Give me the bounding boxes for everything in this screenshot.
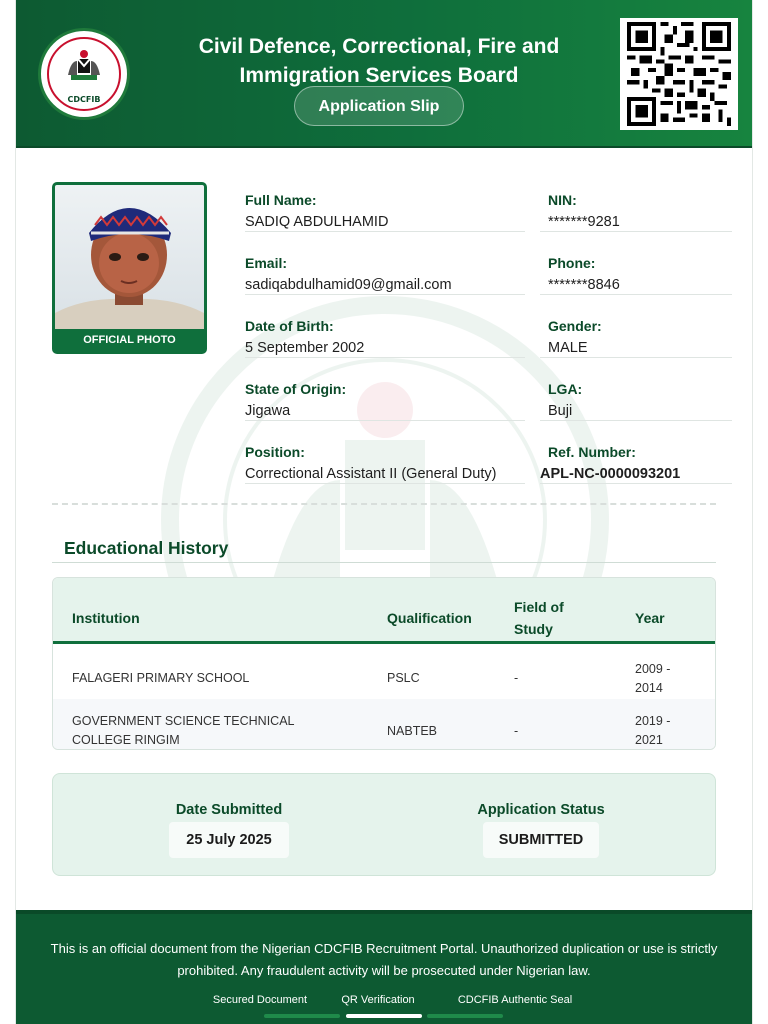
board-title <box>166 32 592 90</box>
phone-value: *******8846 <box>548 277 620 293</box>
authentic-seal-badge: CDCFIB Authentic Seal <box>457 994 573 1006</box>
board-title-line1: Civil Defence, Correctional, Fire and <box>198 35 560 58</box>
field-nin <box>540 182 732 232</box>
col-field-line1: Field of <box>514 599 564 615</box>
gender-label: Gender: <box>548 318 602 334</box>
field-email <box>245 245 525 295</box>
section-underline <box>52 562 716 563</box>
state-label: State of Origin: <box>245 381 347 397</box>
row2-field: - <box>514 724 519 738</box>
secured-document-badge: Secured Document <box>212 994 308 1006</box>
field-dob <box>245 308 525 358</box>
row1-year-start: 2009 - <box>635 662 671 676</box>
row2-institution-line2: COLLEGE RINGIM <box>72 733 180 747</box>
field-state-of-origin <box>245 371 525 421</box>
table-header <box>53 578 715 644</box>
dob-value: 5 September 2002 <box>245 340 365 356</box>
date-submitted-label: Date Submitted <box>175 802 283 818</box>
lga-label: LGA: <box>548 381 583 397</box>
position-value: Correctional Assistant II (General Duty) <box>245 466 497 482</box>
field-ref-number <box>540 434 732 484</box>
email-label: Email: <box>245 255 288 271</box>
nin-label: NIN: <box>548 192 577 208</box>
nin-value: *******9281 <box>548 214 620 230</box>
row1-qualification: PSLC <box>387 671 420 685</box>
dob-label: Date of Birth: <box>245 318 334 334</box>
date-submitted-value: 25 July 2025 <box>169 822 289 858</box>
footer-notice-line2: prohibited. Any fraudulent activity will be prosecuted under Nigerian law. <box>177 963 591 978</box>
field-lga <box>540 371 732 421</box>
field-full-name <box>245 182 525 232</box>
row2-institution-line1: GOVERNMENT SCIENCE TECHNICAL <box>72 714 295 728</box>
row2-year-start: 2019 - <box>635 714 671 728</box>
application-status-badge: SUBMITTED <box>483 822 599 858</box>
lga-value: Buji <box>548 403 573 419</box>
col-year: Year <box>635 610 665 626</box>
educational-history-title: Educational History <box>64 538 229 558</box>
row1-year-end: 2014 <box>635 681 663 695</box>
header-banner <box>16 0 752 148</box>
ref-label: Ref. Number: <box>548 444 636 460</box>
state-value: Jigawa <box>245 403 291 419</box>
board-title-line2: Immigration Services Board <box>239 64 519 87</box>
phone-label: Phone: <box>548 255 596 271</box>
cdcfib-logo <box>38 28 130 120</box>
applicant-portrait <box>55 185 204 329</box>
dashed-divider <box>52 503 716 505</box>
row2-year-end: 2021 <box>635 733 663 747</box>
footer-bar-right <box>427 1014 503 1018</box>
full-name-value: SADIQ ABDULHAMID <box>245 214 389 230</box>
field-phone <box>540 245 732 295</box>
application-status-label: Application Status <box>477 802 605 818</box>
coat-of-arms-icon <box>65 49 103 83</box>
row1-year <box>635 660 670 698</box>
application-slip-badge: Application Slip <box>294 86 464 126</box>
qr-code[interactable] <box>620 18 738 130</box>
footer-notice-line1: This is an official document from the Nigerian CDCFIB Recruitment Portal. Unauthorized duplication or use is strictly <box>50 941 718 956</box>
footer <box>16 910 752 1024</box>
full-name-label: Full Name: <box>245 192 317 208</box>
footer-bar-left <box>264 1014 340 1018</box>
footer-notice <box>32 938 736 982</box>
row2-qualification: NABTEB <box>387 724 438 738</box>
qr-verification-badge: QR Verification <box>341 994 415 1006</box>
ref-value: APL-NC-0000093201 <box>540 466 681 482</box>
position-label: Position: <box>245 444 305 460</box>
gender-value: MALE <box>548 340 588 356</box>
col-qualification: Qualification <box>387 610 472 626</box>
photo-caption: OFFICIAL PHOTO <box>83 334 176 346</box>
email-value: sadiqabdulhamid09@gmail.com <box>245 277 452 293</box>
official-photo <box>52 182 207 354</box>
field-gender <box>540 308 732 358</box>
col-field-line2: Study <box>514 621 553 637</box>
row2-institution <box>72 712 295 750</box>
col-institution: Institution <box>72 610 140 626</box>
row1-field: - <box>514 671 519 685</box>
logo-text: CDCFIB <box>67 95 101 104</box>
education-table <box>52 577 716 750</box>
footer-bar-center <box>346 1014 422 1018</box>
table-row <box>53 699 715 750</box>
field-position <box>245 434 525 484</box>
submission-summary <box>52 773 716 876</box>
row1-institution: FALAGERI PRIMARY SCHOOL <box>72 671 250 685</box>
row2-year <box>635 712 670 750</box>
table-row <box>53 647 715 699</box>
col-field-of-study <box>514 596 564 640</box>
